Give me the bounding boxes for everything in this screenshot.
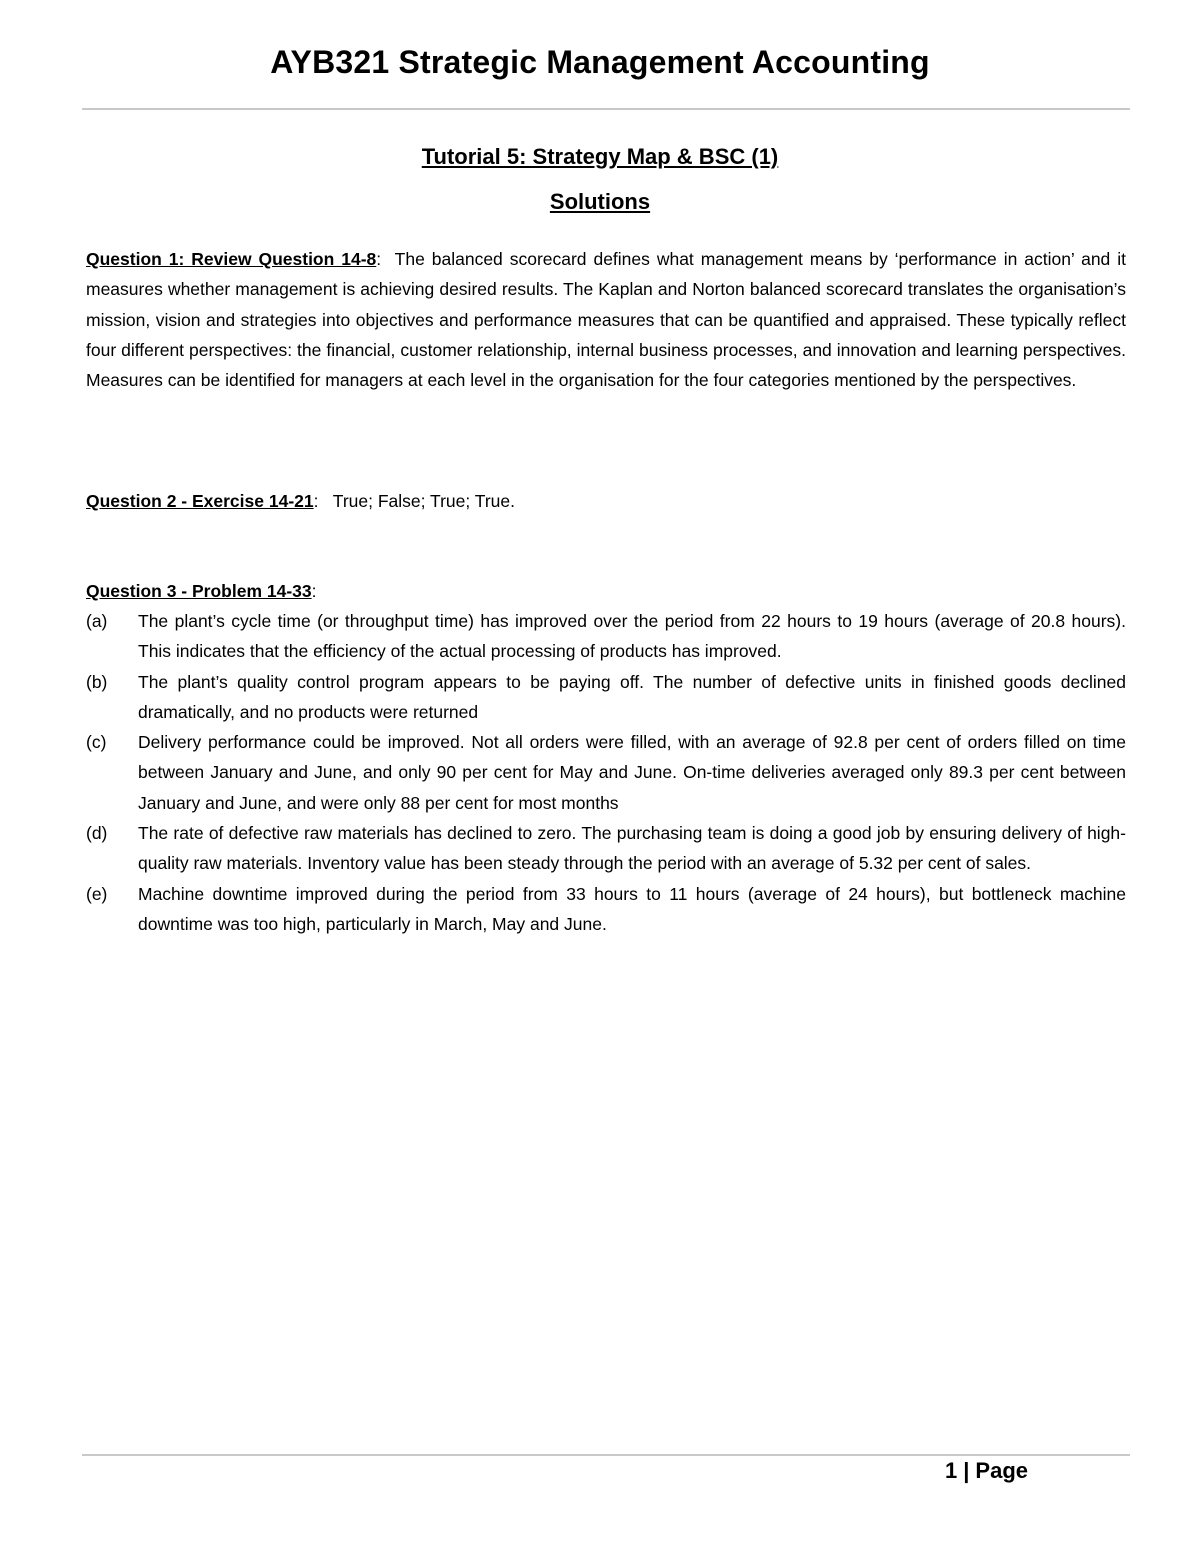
footer-divider	[82, 1454, 1130, 1456]
page-number: 1	[945, 1458, 958, 1483]
list-item-marker: (c)	[86, 732, 107, 753]
list-item-marker: (a)	[86, 611, 108, 631]
list-item	[86, 667, 1126, 728]
list-item	[86, 879, 1126, 940]
page-separator: |	[963, 1458, 970, 1483]
list-item	[86, 606, 1126, 667]
question-3-colon: :	[311, 581, 317, 601]
list-item-text: The plant’s quality control program appears to be paying off. The number of defective units in finished goods declined dramatically, and no products were returned	[138, 671, 1126, 722]
list-item-text: The rate of defective raw materials has declined to zero. The purchasing team is doing a good job by ensuring delivery of high-quality raw materials. Inventory value has been steady through the period with an average of 5.32 per cent of sales.	[138, 823, 1126, 874]
list-item	[86, 818, 1126, 879]
question-3-answer-list	[86, 606, 1126, 939]
list-item-marker: (b)	[86, 671, 108, 692]
question-3-label: Question 3 - Problem 14-33	[86, 581, 312, 601]
question-2-answer: True; False; True; True.	[332, 491, 515, 511]
list-item-marker: (d)	[86, 823, 108, 844]
question-3-heading	[86, 576, 1126, 606]
solutions-title: Solutions	[549, 189, 651, 214]
question-2-label: Question 2 - Exercise 14-21	[86, 491, 314, 511]
question-2-colon: :	[313, 491, 319, 511]
page-label: Page	[975, 1458, 1028, 1483]
page-number-footer	[945, 1458, 1028, 1484]
tutorial-title: Tutorial 5: Strategy Map & BSC (1)	[421, 144, 779, 169]
question-1-block	[86, 244, 1126, 395]
question-1-label: Question 1: Review Question 14-8	[86, 249, 377, 269]
document-title: AYB321 Strategic Management Accounting	[270, 44, 930, 80]
question-1-answer: The balanced scorecard defines what management means by ‘performance in action’ and it measures whether management is achieving desired results. The Kaplan and Norton balanced scorecard translates the organisation’s mission, vision and strategies into objectives and performance measures that can be quantified and appraised. These typically reflect four different perspectives: the financial, customer relationship, internal business processes, and innovation and learning perspectives. Measures can be identified for managers at each level in the organisation for the four categories mentioned by the perspectives.	[86, 249, 1126, 391]
header-divider	[82, 108, 1130, 110]
question-1-colon: :	[376, 249, 382, 269]
list-item-text: The plant’s cycle time (or throughput time) has improved over the period from 22 hours to 19 hours (average of 20.8 hours). This indicates that the efficiency of the actual processing of products has improved.	[138, 611, 1126, 662]
list-item	[86, 727, 1126, 818]
question-2-block	[86, 486, 1126, 516]
list-item-marker: (e)	[86, 883, 108, 904]
list-item-text: Machine downtime improved during the period from 33 hours to 11 hours (average of 24 hours), but bottleneck machine downtime was too high, particularly in March, May and June.	[138, 883, 1126, 934]
list-item-text: Delivery performance could be improved. Not all orders were filled, with an average of 92.8 per cent of orders filled on time between January and June, and only 90 per cent for May and June. On-time deliveries averaged only 89.3 per cent between January and June, and were only 88 per cent for most months	[138, 732, 1126, 813]
